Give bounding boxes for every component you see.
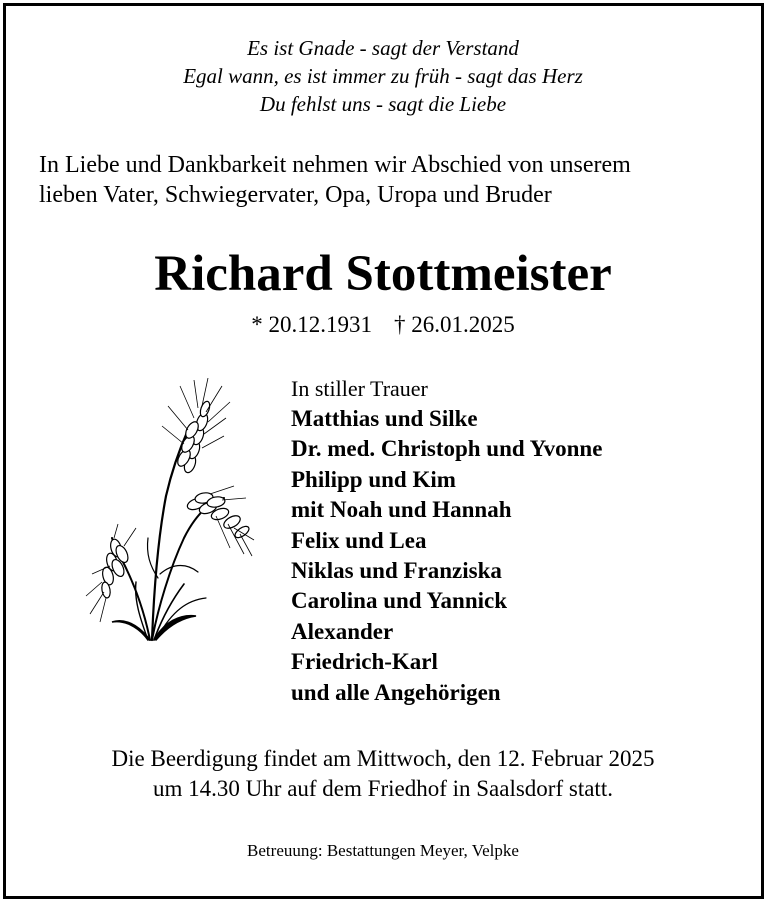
- mourner-entry: Alexander: [291, 618, 394, 644]
- funeral-line: um 14.30 Uhr auf dem Friedhof in Saalsdorf statt.: [153, 776, 613, 801]
- life-dates: [0, 310, 766, 340]
- mourners-list: [291, 374, 731, 708]
- intro-line: lieben Vater, Schwiegervater, Opa, Uropa und Bruder: [39, 182, 552, 208]
- mourners-lead: In stiller Trauer: [291, 376, 428, 401]
- intro-line: In Liebe und Dankbarkeit nehmen wir Abschied von unserem: [39, 152, 631, 178]
- funeral-info: [0, 744, 766, 804]
- mourner-entry: Philipp und Kim: [291, 466, 456, 492]
- undertaker-credit: Betreuung: Bestattungen Meyer, Velpke: [247, 841, 519, 860]
- motto-line: Es ist Gnade - sagt der Verstand: [247, 36, 519, 60]
- mourner-entry: Niklas und Franziska: [291, 558, 502, 584]
- wheat-icon: [84, 378, 256, 660]
- motto: [0, 34, 766, 118]
- mourner-entry: Felix und Lea: [291, 527, 427, 553]
- mourner-entry: Friedrich-Karl: [291, 649, 438, 675]
- death-date: † 26.01.2025: [394, 312, 515, 337]
- mourner-entry: mit Noah und Hannah: [291, 497, 512, 523]
- intro-text: [39, 150, 739, 210]
- motto-line: Egal wann, es ist immer zu früh - sagt das Herz: [183, 64, 583, 88]
- deceased-name: Richard Stottmeister: [154, 246, 612, 302]
- mourner-entry: Matthias und Silke: [291, 406, 478, 431]
- mourner-entry: Carolina und Yannick: [291, 588, 508, 614]
- funeral-line: Die Beerdigung findet am Mittwoch, den 12. Februar 2025: [111, 746, 655, 771]
- birth-date: * 20.12.1931: [251, 312, 372, 337]
- mourner-entry: Dr. med. Christoph und Yvonne: [291, 436, 603, 462]
- motto-line: Du fehlst uns - sagt die Liebe: [259, 92, 507, 116]
- mourner-entry: und alle Angehörigen: [291, 679, 501, 705]
